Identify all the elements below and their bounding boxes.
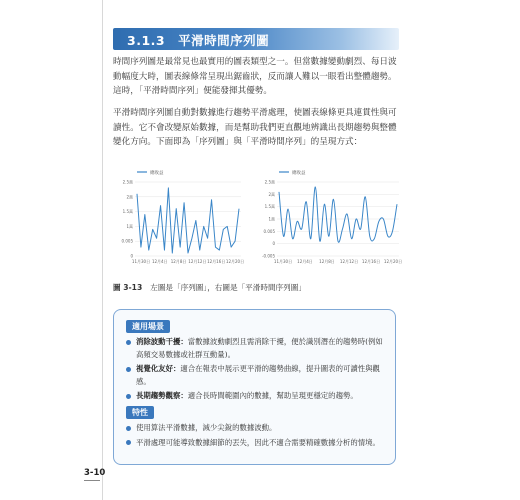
y-tick-label: 1.5萬 (264, 204, 275, 210)
bullet-icon (126, 440, 131, 445)
item-heading: 視覺化友好： (136, 364, 181, 373)
legend-label: 總收益 (292, 171, 306, 176)
x-tick-label: 11月30日 (131, 259, 151, 264)
list-item (124, 363, 388, 388)
y-tick-label: 1萬 (268, 216, 275, 222)
x-tick-label: 12月8日 (319, 259, 335, 264)
callout-box (113, 309, 396, 465)
y-tick-label: 2萬 (268, 191, 275, 197)
y-tick-label: 0.005 (121, 238, 133, 244)
item-text: 適合長時間範圍內的數據，幫助呈現更穩定的趨勢。 (187, 391, 358, 400)
y-tick-label: 2.5萬 (122, 179, 133, 185)
paragraph-intro: 時間序列圖是最常見也最實用的圖表類型之一。但當數據變動劇烈、每日波動幅度大時，圖表線條常呈現出鋸齒狀，反而讓人難以一眼看出整體趨勢。這時，「平滑時間序列」便能發揮其優勢。 (113, 57, 397, 96)
figure-text: 左圖是「序列圖」，右圖是「平滑時間序列圖」 (150, 283, 306, 292)
item-text: 適合在報表中展示更平滑的趨勢曲線，提升圖表的可讀性與觀感。 (136, 364, 380, 386)
legend-label: 總收益 (150, 171, 164, 176)
item-text: 使用算法平滑數據，減少尖銳的數據波動。 (136, 423, 277, 432)
y-tick-label: 0.005 (263, 228, 275, 234)
page-number: 3-10 (84, 468, 106, 478)
bullet-icon (126, 367, 131, 372)
section-header (113, 28, 399, 50)
x-tick-label: 12月20日 (225, 259, 245, 264)
y-tick-label: 1.5萬 (122, 209, 133, 215)
paragraph-description: 平滑時間序列圖自動對數據進行趨勢平滑處理，使圖表線條更具連貫性與可讀性。它不會改變原始數據，而是幫助我們更直觀地辨識出長期趨勢與整體變化方向。下面即為「序列圖」與「平滑時間序列」的呈現方式： (113, 108, 397, 147)
feature-list (124, 422, 388, 451)
section-title: 3.1.3 平滑時間序列圖 (127, 33, 270, 48)
y-tick-label: 2.5萬 (264, 179, 275, 185)
y-tick-label: 2萬 (126, 194, 133, 200)
chart-smoothed (255, 166, 403, 271)
y-tick-label: 0 (130, 253, 133, 259)
chart-sequence (113, 166, 245, 271)
list-item (124, 336, 388, 361)
bullet-icon (126, 394, 131, 399)
bullet-icon (126, 426, 131, 431)
tag-use-cases: 適用場景 (126, 320, 170, 333)
page-number-rule (84, 480, 100, 481)
x-tick-label: 12月12日 (188, 259, 207, 264)
x-tick-label: 12月4日 (297, 259, 313, 264)
series-line-總收益 (137, 188, 239, 253)
item-text: 平滑處理可能導致數據細節的丟失，因此不適合需要精確數據分析的情境。 (136, 437, 380, 447)
tag-features: 特性 (126, 406, 154, 419)
x-tick-label: 12月16日 (361, 259, 381, 264)
page-edge (102, 0, 103, 500)
list-item (124, 390, 388, 403)
x-tick-label: 11月30日 (273, 259, 293, 264)
bullet-icon (126, 340, 131, 345)
chart-sequence-svg (113, 166, 245, 271)
series-line-總收益 (279, 187, 397, 242)
item-heading: 長期趨勢觀察： (136, 391, 188, 400)
y-tick-label: 1萬 (126, 223, 133, 229)
x-tick-label: 12月20日 (383, 259, 403, 264)
figure-number: 圖 3-13 (113, 283, 143, 292)
x-tick-label: 12月8日 (170, 259, 187, 264)
use-case-list (124, 336, 388, 405)
item-text: 當數據波動劇烈且需消除干擾，便於識別潛在的趨勢時(例如高頻交易數據或社群互動量)。 (136, 337, 383, 359)
chart-smoothed-svg (255, 166, 403, 271)
item-heading: 消除波動干擾： (136, 337, 188, 346)
figure-caption (113, 282, 306, 293)
x-tick-label: 12月4日 (151, 259, 168, 264)
x-tick-label: 12月16日 (207, 259, 226, 264)
x-tick-label: 12月12日 (339, 259, 359, 264)
y-tick-label: 0 (272, 241, 275, 247)
list-item (124, 437, 388, 450)
y-tick-label: -0.005 (262, 253, 275, 259)
list-item (124, 422, 388, 435)
